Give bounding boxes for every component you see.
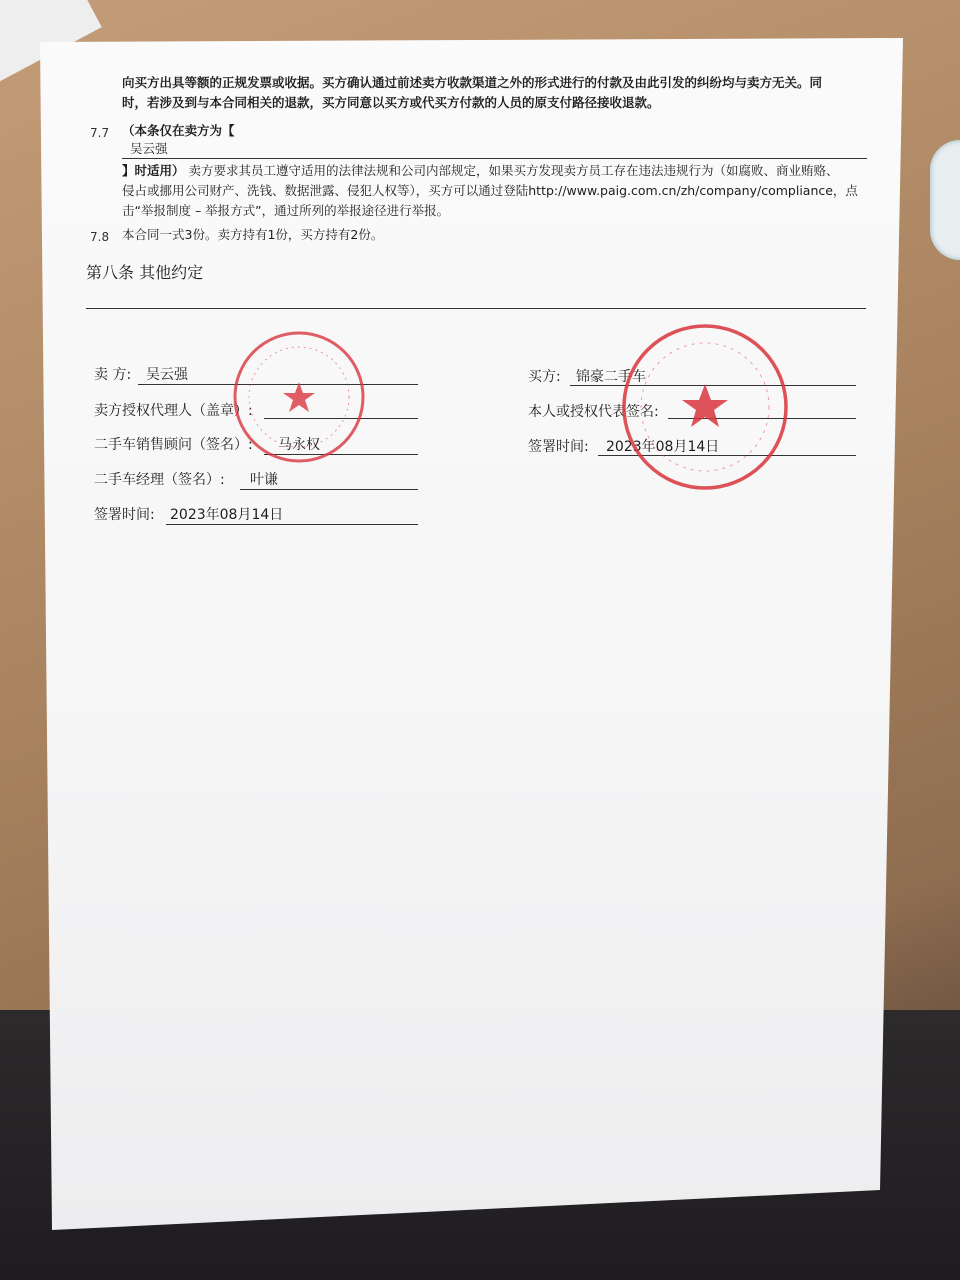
seller-date-value: 2023年08月14日: [170, 507, 284, 523]
clause-7-7-line: 击“举报制度 – 举报方式”，通过所列的举报途径进行举报。: [122, 203, 450, 218]
buyer-label: 买方:: [528, 369, 561, 385]
seller-label: 卖 方:: [94, 367, 132, 383]
buyer-date-value: 2023年08月14日: [606, 439, 720, 455]
clause-7-7-close: 】时适用）: [122, 163, 185, 178]
buyer-rep-label: 本人或授权代表签名:: [528, 404, 659, 420]
advisor-signature: 马永权: [278, 437, 320, 453]
clause-7-7-text: 卖方要求其员工遵守适用的法律法规和公司内部规定，如果买方发现卖方员工存在违法违规行为（如腐败、商业贿赂、: [188, 163, 839, 178]
clause-number: 7.7: [90, 126, 110, 140]
para-line: 向买方出具等额的正规发票或收据。买方确认通过前述卖方收款渠道之外的形式进行的付款及由此引发的纠纷均与卖方无关。同: [122, 75, 823, 90]
clause-7-8-text: 本合同一式3份。卖方持有1份，买方持有2份。: [122, 227, 384, 242]
seller-date-label: 签署时间:: [94, 507, 155, 523]
seller-agent-label: 卖方授权代理人（盖章）:: [94, 403, 253, 419]
clause-7-7-line: [122, 160, 839, 182]
manager-underline: [240, 489, 418, 490]
clause-7-7-open: （本条仅在卖方为【: [122, 123, 235, 138]
buyer-date-label: 签署时间:: [528, 439, 589, 455]
fill-underline: [122, 158, 867, 159]
manager-label: 二手车经理（签名）:: [94, 472, 225, 488]
para-line: 时，若涉及到与本合同相关的退款，买方同意以买方或代买方付款的人员的原支付路径接收退款。: [122, 95, 660, 110]
clause-7-7-line: 侵占或挪用公司财产、洗钱、数据泄露、侵犯人权等），买方可以通过登陆http://www.paig.com.cn/zh/company/compliance，点: [122, 183, 858, 198]
seller-value: 吴云强: [146, 367, 188, 383]
advisor-label: 二手车销售顾问（签名）:: [94, 437, 253, 453]
clause-number: 7.8: [90, 230, 110, 244]
clause-7-7-seller-name: 吴云强: [130, 141, 168, 156]
buyer-company-seal: [620, 322, 790, 492]
article-8-blank-line: [86, 308, 866, 309]
seller-date-underline: [166, 524, 418, 525]
buyer-value: 锦豪二手车: [576, 369, 646, 385]
article-8-title: 第八条 其他约定: [86, 263, 204, 282]
seller-company-seal: [232, 330, 366, 464]
manager-signature: 叶谦: [250, 472, 278, 488]
